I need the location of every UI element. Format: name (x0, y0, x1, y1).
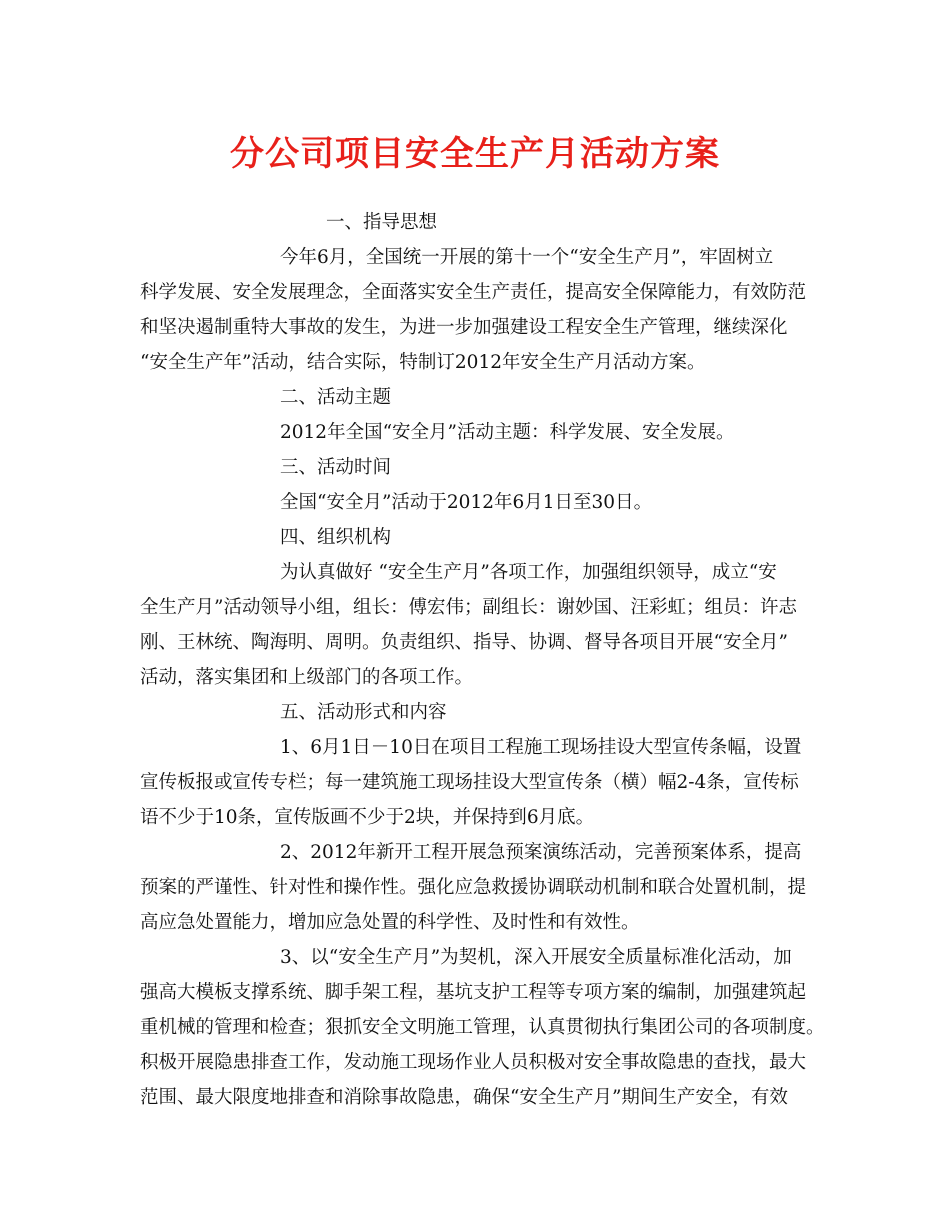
paragraph-line: 刚、王林统、陶海明、周明。负责组织、指导、协调、督导各项目开展“安全月” (140, 632, 788, 653)
paragraph-line: “安全生产年”活动，结合实际，特制订2012年安全生产月活动方案。 (140, 352, 706, 373)
section-heading-2: 二、活动主题 (280, 387, 392, 408)
section-heading-3: 三、活动时间 (280, 457, 392, 478)
paragraph-line: 宣传板报或宣传专栏；每一建筑施工现场挂设大型宣传条（横）幅2-4条，宣传标 (140, 772, 799, 793)
paragraph-line: 2012年全国“安全月”活动主题：科学发展、安全发展。 (280, 422, 735, 443)
paragraph-line: 高应急处置能力，增加应急处置的科学性、及时性和有效性。 (140, 912, 640, 933)
paragraph-line: 今年6月，全国统一开展的第十一个“安全生产月”，牢固树立 (280, 247, 774, 268)
document-title: 分公司项目安全生产月活动方案 (230, 134, 720, 174)
paragraph-line: 为认真做好 “安全生产月”各项工作，加强组织领导，成立“安 (280, 562, 777, 583)
paragraph-line: 全国“安全月”活动于2012年6月1日至30日。 (280, 492, 653, 513)
paragraph-line: 1、6月1日－10日在项目工程施工现场挂设大型宣传条幅，设置 (280, 737, 802, 758)
paragraph-line: 语不少于10条，宣传版画不少于2块，并保持到6月底。 (140, 807, 595, 828)
paragraph-line: 和坚决遏制重特大事故的发生，为进一步加强建设工程安全生产管理，继续深化 (140, 317, 788, 338)
paragraph-line: 科学发展、安全发展理念，全面落实安全生产责任，提高安全保障能力，有效防范 (140, 282, 807, 303)
paragraph-line: 2、2012年新开工程开展急预案演练活动，完善预案体系，提高 (280, 842, 802, 863)
paragraph-line: 预案的严谨性、针对性和操作性。强化应急救援协调联动机制和联合处置机制，提 (140, 877, 807, 898)
paragraph-line: 积极开展隐患排查工作，发动施工现场作业人员积极对安全事故隐患的查找，最大 (140, 1052, 807, 1073)
paragraph-line: 范围、最大限度地排查和消除事故隐患，确保“安全生产月”期间生产安全，有效 (140, 1087, 788, 1108)
section-heading-1: 一、指导思想 (326, 212, 438, 233)
paragraph-line: 全生产月”活动领导小组，组长：傅宏伟；副组长：谢妙国、汪彩虹；组员：许志 (140, 597, 797, 618)
section-heading-4: 四、组织机构 (280, 527, 392, 548)
section-heading-5: 五、活动形式和内容 (280, 702, 447, 723)
paragraph-line: 重机械的管理和检查；狠抓安全文明施工管理，认真贯彻执行集团公司的各项制度。 (140, 1017, 825, 1038)
paragraph-line: 强高大模板支撑系统、脚手架工程，基坑支护工程等专项方案的编制，加强建筑起 (140, 982, 807, 1003)
paragraph-line: 3、以“安全生产月”为契机，深入开展安全质量标准化活动，加 (280, 947, 792, 968)
paragraph-line: 活动，落实集团和上级部门的各项工作。 (140, 667, 474, 688)
